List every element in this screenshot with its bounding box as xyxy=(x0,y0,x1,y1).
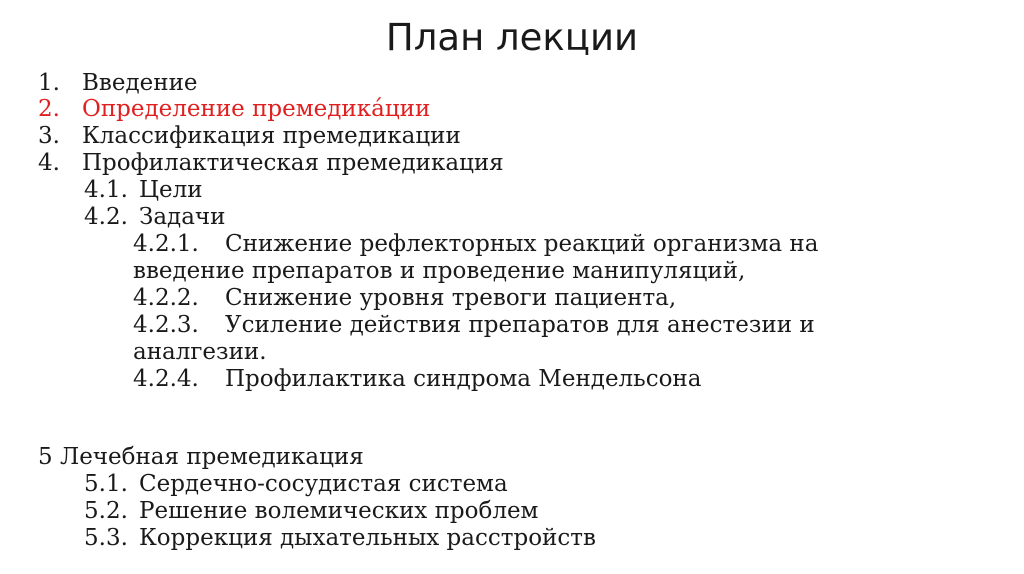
outline-item-5-2 xyxy=(84,498,538,525)
item-text: Решение волемических проблем xyxy=(139,498,539,524)
outline-item-4-2-1 xyxy=(133,231,818,258)
outline-item-3 xyxy=(38,123,461,150)
outline-item-4-2-3-continuation xyxy=(133,339,267,366)
outline-item-1 xyxy=(38,70,198,97)
item-number: 2. xyxy=(38,96,60,122)
item-text: Коррекция дыхательных расстройств xyxy=(139,525,596,551)
outline-item-4-2 xyxy=(84,204,225,231)
item-number: 4.1. xyxy=(84,177,128,203)
item-number: 5.2. xyxy=(84,498,128,524)
outline-item-4-2-1-continuation xyxy=(133,258,745,285)
item-text: Профилактика синдрома Мендельсона xyxy=(225,366,702,392)
item-text: Введение xyxy=(82,70,198,96)
item-text: Классификация премедикации xyxy=(82,123,461,149)
item-text: Профилактическая премедикация xyxy=(82,150,504,176)
item-number: 5 xyxy=(38,444,53,470)
slide-title: План лекции xyxy=(385,16,639,59)
outline-item-5-3 xyxy=(84,525,596,552)
item-text: введение препаратов и проведение манипуляций, xyxy=(133,258,746,284)
item-text: Задачи xyxy=(139,204,226,230)
outline-item-5 xyxy=(38,444,364,471)
outline-item-2-highlighted xyxy=(38,96,430,123)
item-text: Снижение рефлекторных реакций организма на xyxy=(225,231,819,257)
item-text: Лечебная премедикация xyxy=(60,444,364,470)
item-number: 4.2.3. xyxy=(133,312,199,338)
item-number: 4.2. xyxy=(84,204,128,230)
outline-item-4-2-2 xyxy=(133,285,676,312)
item-text: Цели xyxy=(139,177,203,203)
item-number: 3. xyxy=(38,123,60,149)
outline-item-5-1 xyxy=(84,471,508,498)
item-number: 5.3. xyxy=(84,525,128,551)
item-number: 1. xyxy=(38,70,60,96)
item-number: 4.2.2. xyxy=(133,285,199,311)
item-text: Снижение уровня тревоги пациента, xyxy=(225,285,677,311)
item-number: 4.2.4. xyxy=(133,366,199,392)
item-text: Определение премедика́ции xyxy=(82,96,431,122)
outline-item-4-1 xyxy=(84,177,203,204)
item-text: Усиление действия препаратов для анестезии и xyxy=(225,312,815,338)
outline-item-4-2-4 xyxy=(133,366,701,393)
item-text: аналгезии. xyxy=(133,339,267,365)
item-number: 4.2.1. xyxy=(133,231,199,257)
outline-item-4-2-3 xyxy=(133,312,815,339)
outline-item-4 xyxy=(38,150,504,177)
item-number: 4. xyxy=(38,150,60,176)
item-number: 5.1. xyxy=(84,471,128,497)
item-text: Сердечно-сосудистая система xyxy=(139,471,508,497)
